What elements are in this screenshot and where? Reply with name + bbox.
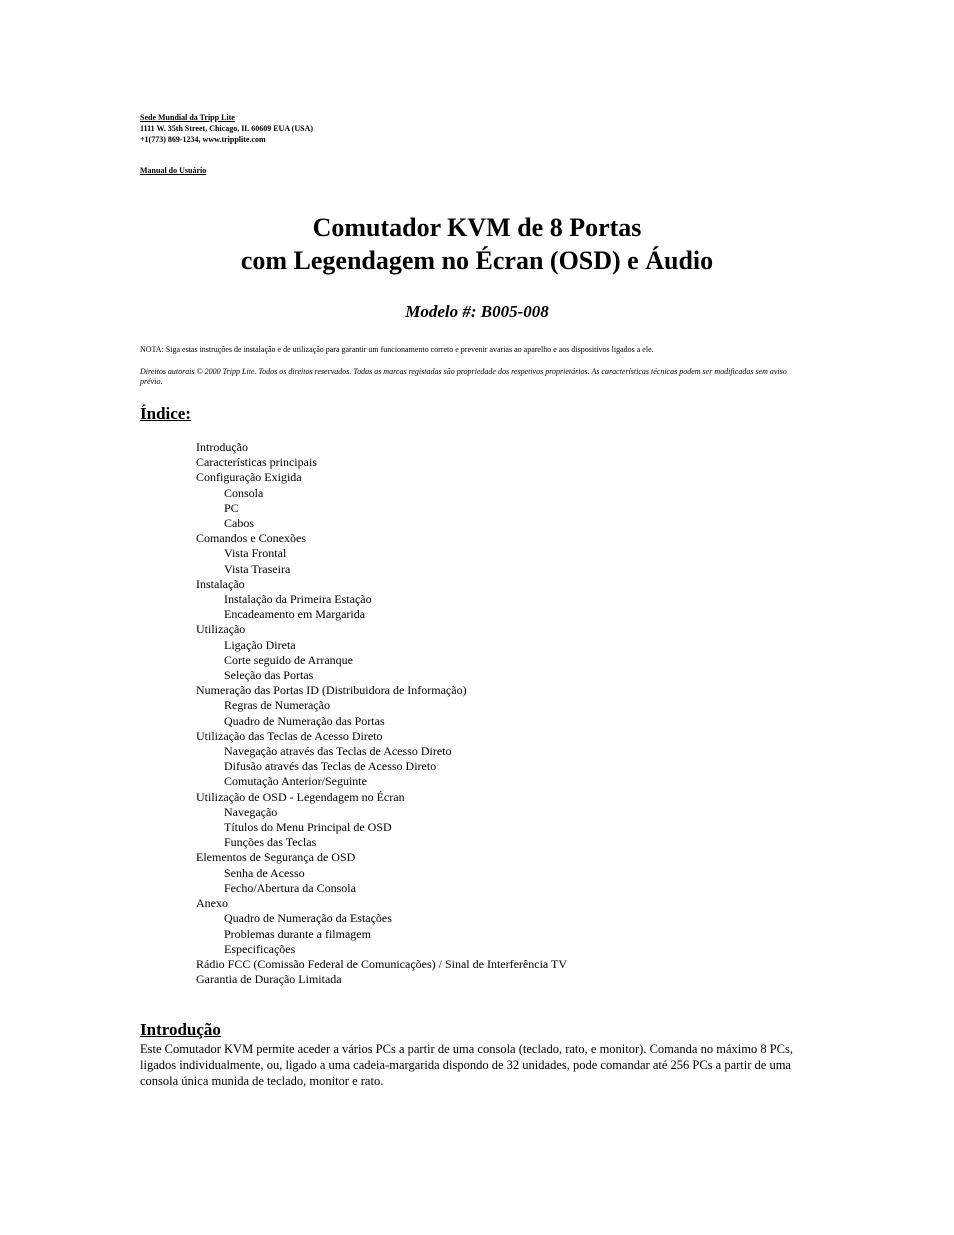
toc-heading: Índice: (140, 404, 191, 423)
company-name: Sede Mundial da Tripp Lite (140, 113, 235, 122)
toc-item: Comandos e Conexões (196, 531, 306, 546)
copyright-notice: Direitos autorais © 2000 Tripp Lite. Todos os direitos reservados. Todas as marcas registadas são propriedade dos respetivos proprietários. As características técnicas podem ser modificadas sem aviso prévio. (140, 367, 787, 386)
toc-item: Instalação da Primeira Estação (224, 592, 372, 607)
company-header (140, 112, 313, 145)
toc-item: Senha de Acesso (224, 865, 305, 880)
installation-note: NOTA: Siga estas instruções de instalação e de utilização para garantir um funcionamento correto e prevenir avarias ao aparelho e aos dispositivos ligados a ele. (140, 345, 654, 354)
toc-item: Configuração Exigida (196, 470, 302, 485)
toc-item: Corte seguido de Arranque (224, 652, 353, 667)
toc-item: Navegação (224, 804, 278, 819)
toc-item: Vista Frontal (224, 546, 287, 561)
toc-item: Títulos do Menu Principal de OSD (224, 820, 392, 835)
toc-item: Utilização das Teclas de Acesso Direto (196, 728, 383, 743)
toc-item: Funções das Teclas (224, 835, 317, 850)
table-of-contents (196, 440, 567, 987)
manual-label: Manual do Usuário (140, 166, 207, 175)
toc-item: Navegação através das Teclas de Acesso Direto (224, 744, 452, 759)
model-number: Modelo #: B005-008 (405, 302, 549, 321)
toc-item: Numeração das Portas ID (Distribuidora de Informação) (196, 683, 467, 698)
toc-item: Vista Traseira (224, 561, 291, 576)
toc-item: Instalação (196, 576, 245, 591)
company-address: 1111 W. 35th Street, Chicago, IL 60609 EUA (USA) (140, 124, 313, 133)
toc-item: Fecho/Abertura da Consola (224, 880, 356, 895)
toc-item: Garantia de Duração Limitada (196, 972, 342, 987)
toc-item: Especificações (224, 941, 296, 956)
title-line-1: Comutador KVM de 8 Portas (312, 213, 642, 242)
toc-item: Comutação Anterior/Seguinte (224, 774, 367, 789)
intro-paragraph: Este Comutador KVM permite aceder a vários PCs a partir de uma consola (teclado, rato, e monitor). Comanda no máximo 8 PCs, ligados individualmente, ou, ligado a uma cadeia-margarida dispondo de 32 unidades, pode comandar até 256 PCs a partir de uma consola única munida de teclado, monitor e rato. (140, 1042, 793, 1088)
title-line-2: com Legendagem no Écran (OSD) e Áudio (240, 246, 714, 275)
toc-item: Encadeamento em Margarida (224, 607, 366, 622)
toc-item: Elementos de Segurança de OSD (196, 850, 356, 865)
toc-item: Ligação Direta (224, 637, 296, 652)
toc-item: Quadro de Numeração da Estações (224, 911, 392, 926)
toc-item: Características principais (196, 455, 317, 470)
toc-item: Anexo (196, 896, 228, 911)
toc-item: Cabos (224, 516, 254, 531)
toc-item: Difusão através das Teclas de Acesso Direto (224, 759, 437, 774)
toc-item: Consola (224, 485, 264, 500)
toc-item: Introdução (196, 440, 248, 454)
toc-item: Utilização de OSD - Legendagem no Écran (196, 789, 405, 804)
document-title (0, 211, 954, 277)
toc-item: PC (224, 500, 239, 515)
toc-item: Quadro de Numeração das Portas (224, 713, 385, 728)
intro-heading: Introdução (140, 1020, 221, 1039)
toc-item: Rádio FCC (Comissão Federal de Comunicações) / Sinal de Interferência TV (196, 956, 568, 971)
toc-item: Seleção das Portas (224, 668, 314, 683)
toc-item: Problemas durante a filmagem (224, 926, 371, 941)
toc-item: Utilização (196, 622, 246, 637)
company-contact: +1(773) 869-1234, www.tripplite.com (140, 135, 266, 144)
toc-item: Regras de Numeração (224, 698, 330, 713)
